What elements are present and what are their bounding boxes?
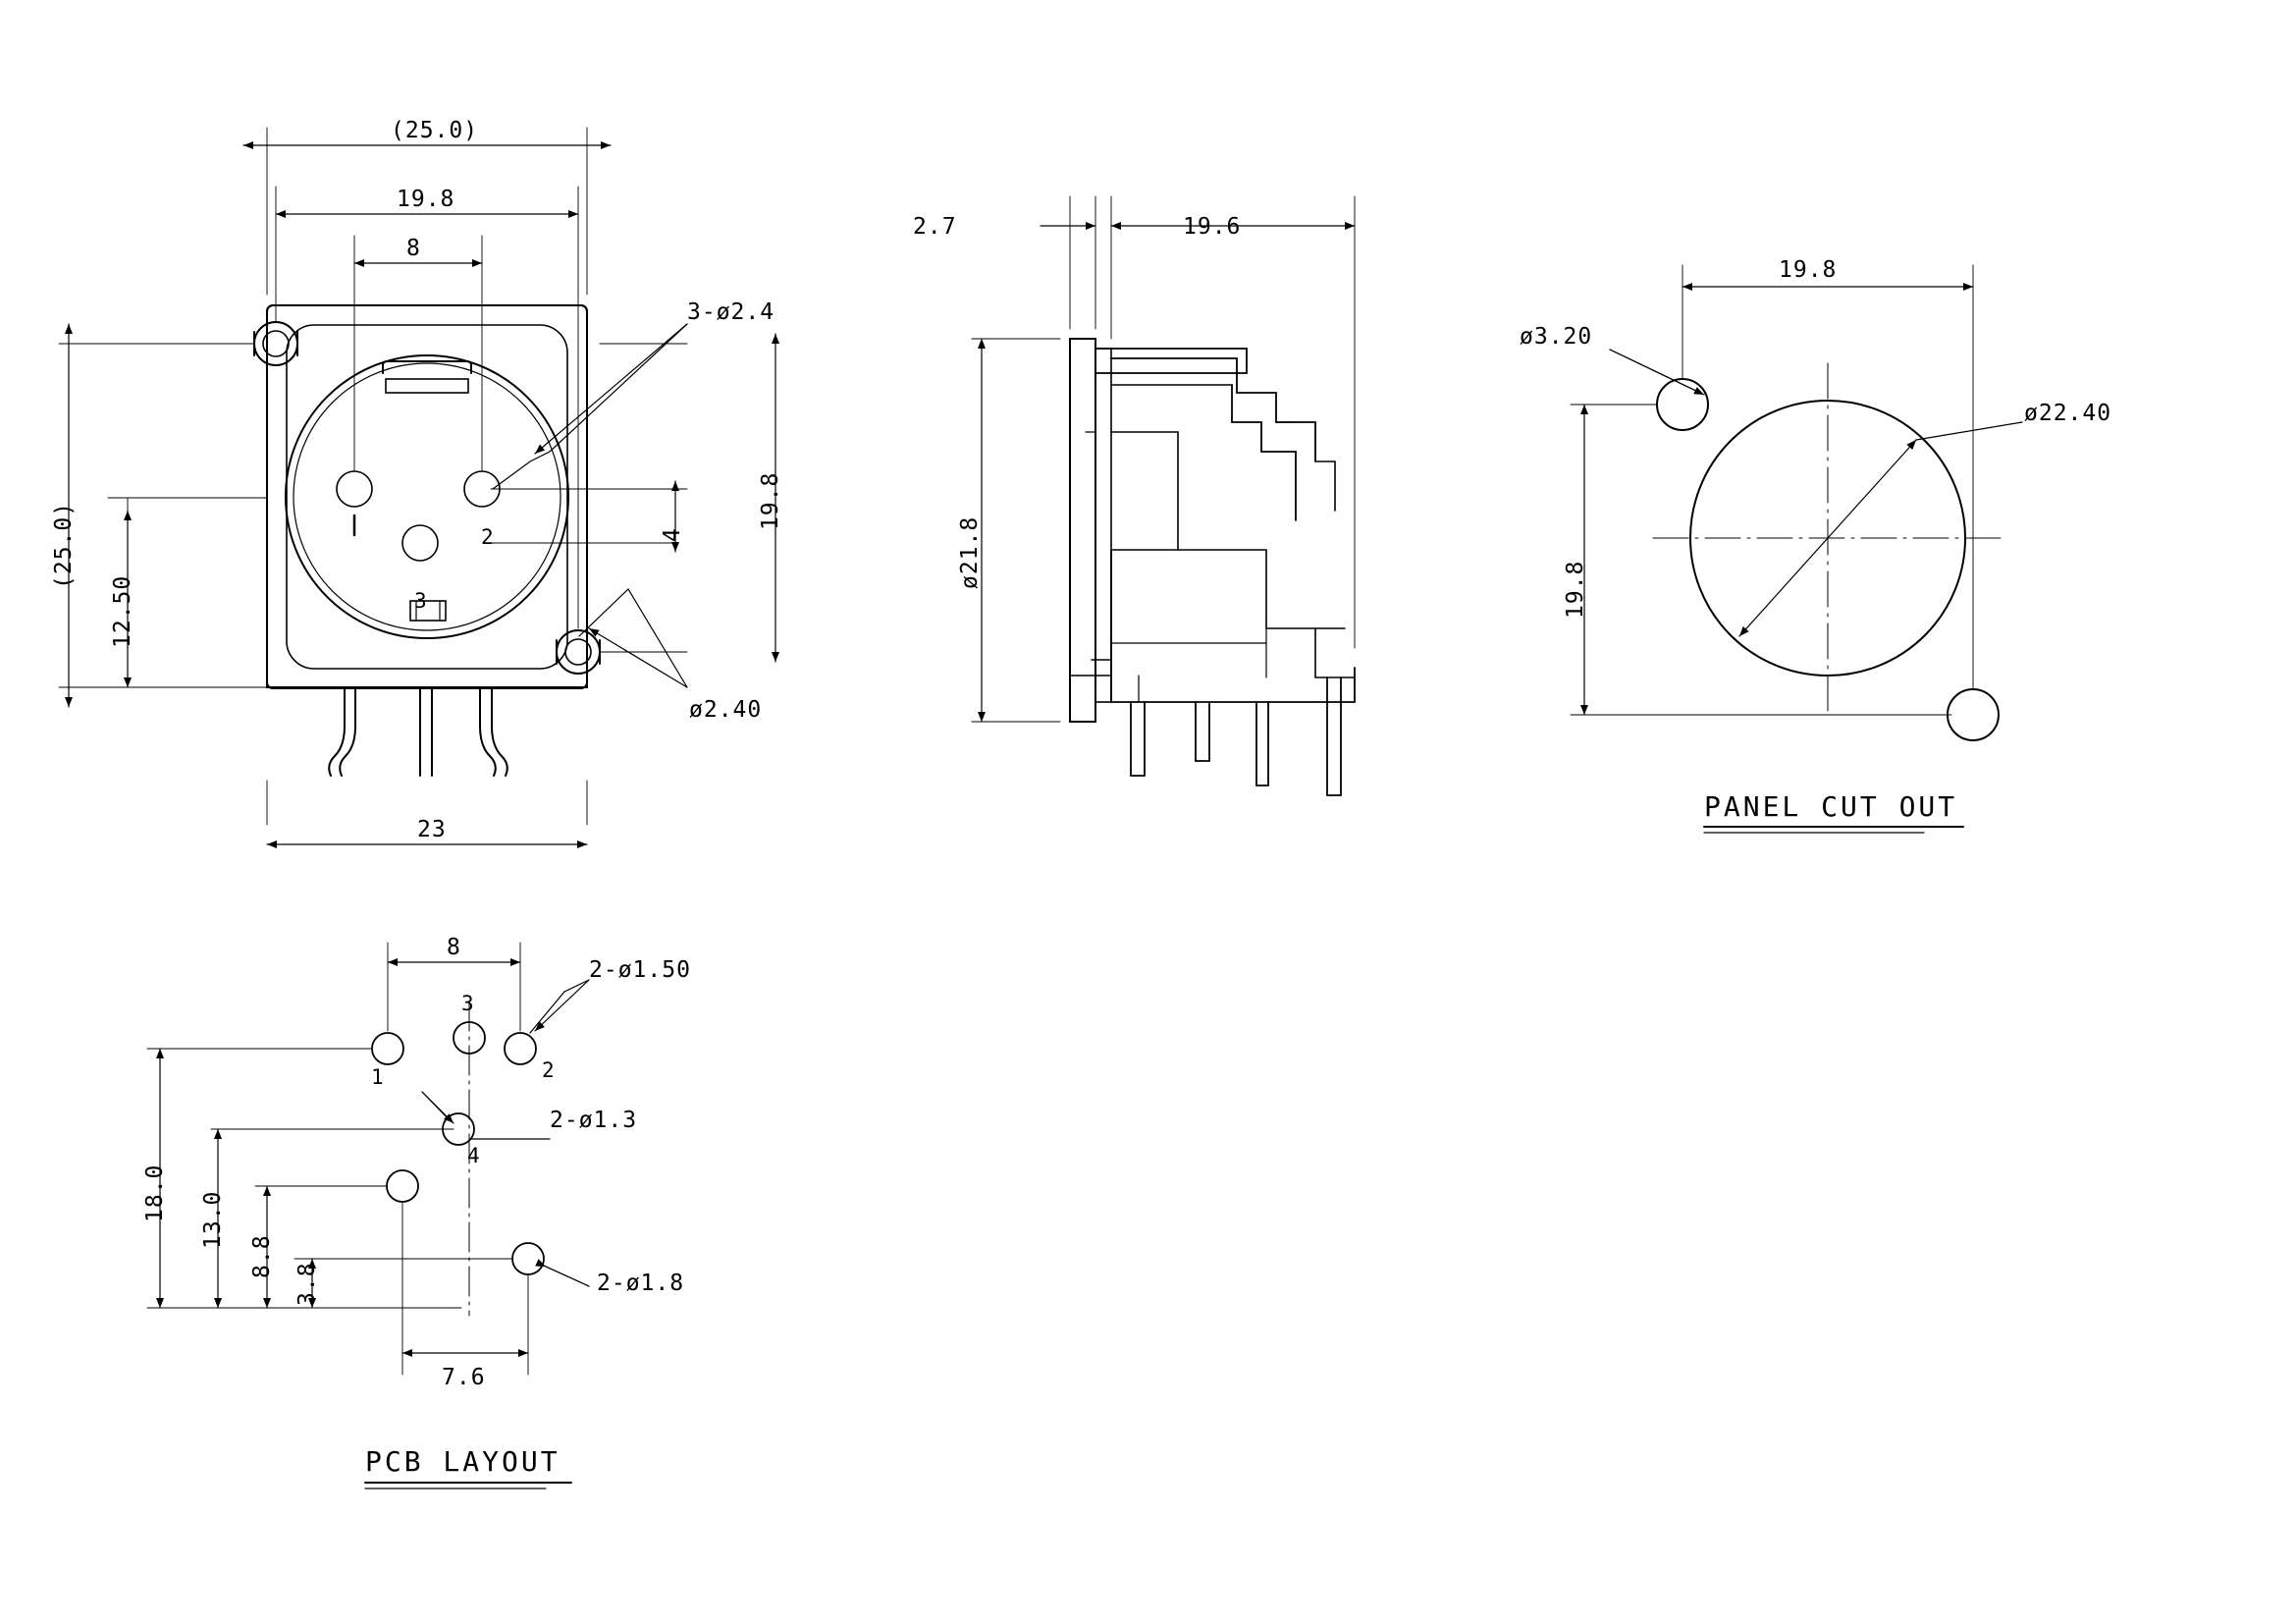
pcb-pad-4-label: 4 xyxy=(467,1144,481,1167)
front-height-12-5-label: 12.50 xyxy=(110,574,135,648)
pcb-dim-13-label: 13.0 xyxy=(200,1190,226,1249)
front-hole-callout-single-label: ø2.40 xyxy=(689,697,763,723)
pcb-pin-pitch-label: 8 xyxy=(447,935,461,960)
front-hole-callout-3-label: 3-ø2.4 xyxy=(687,299,775,325)
front-pin-offset-label: 4 xyxy=(660,527,685,542)
front-hole-pitch-height-label: 19.8 xyxy=(758,471,783,530)
front-body-width-label: 23 xyxy=(417,817,447,842)
pcb-pad-2-label: 2 xyxy=(542,1058,556,1082)
panel-hole-spacing-h-label: 19.8 xyxy=(1779,257,1838,283)
pcb-layout-title: PCB LAYOUT xyxy=(365,1445,561,1478)
front-pin-3-label: 3 xyxy=(414,589,428,613)
panel-cutout-dia-label: ø22.40 xyxy=(2024,401,2112,426)
pcb-callout-150-label: 2-ø1.50 xyxy=(589,957,691,983)
front-hole-pitch-width-label: 19.8 xyxy=(397,187,455,212)
pcb-dim-38-label: 3.8 xyxy=(294,1262,320,1306)
pcb-callout-13-label: 2-ø1.3 xyxy=(550,1108,638,1133)
panel-hole-spacing-v-label: 19.8 xyxy=(1563,560,1588,619)
pcb-dim-88-label: 8.8 xyxy=(249,1234,275,1278)
side-flange-thickness-label: 2.7 xyxy=(913,214,957,240)
panel-cut-out-title: PANEL CUT OUT xyxy=(1704,790,1958,823)
front-pin-2-label: 2 xyxy=(481,525,495,549)
pcb-dim-18-label: 18.0 xyxy=(142,1164,168,1222)
panel-mount-hole-dia-label: ø3.20 xyxy=(1520,324,1593,350)
front-overall-width-label: (25.0) xyxy=(391,118,479,143)
front-overall-height-label: (25.0) xyxy=(51,501,77,589)
front-pin-pitch-label: 8 xyxy=(406,236,421,261)
pcb-pad-1-label: 1 xyxy=(371,1065,385,1089)
pcb-pad-3-label: 3 xyxy=(461,992,475,1015)
side-body-depth-label: 19.6 xyxy=(1183,214,1242,240)
pcb-callout-18-label: 2-ø1.8 xyxy=(597,1271,685,1296)
side-diameter-label: ø21.8 xyxy=(957,515,983,589)
pcb-dim-76-label: 7.6 xyxy=(442,1365,486,1390)
